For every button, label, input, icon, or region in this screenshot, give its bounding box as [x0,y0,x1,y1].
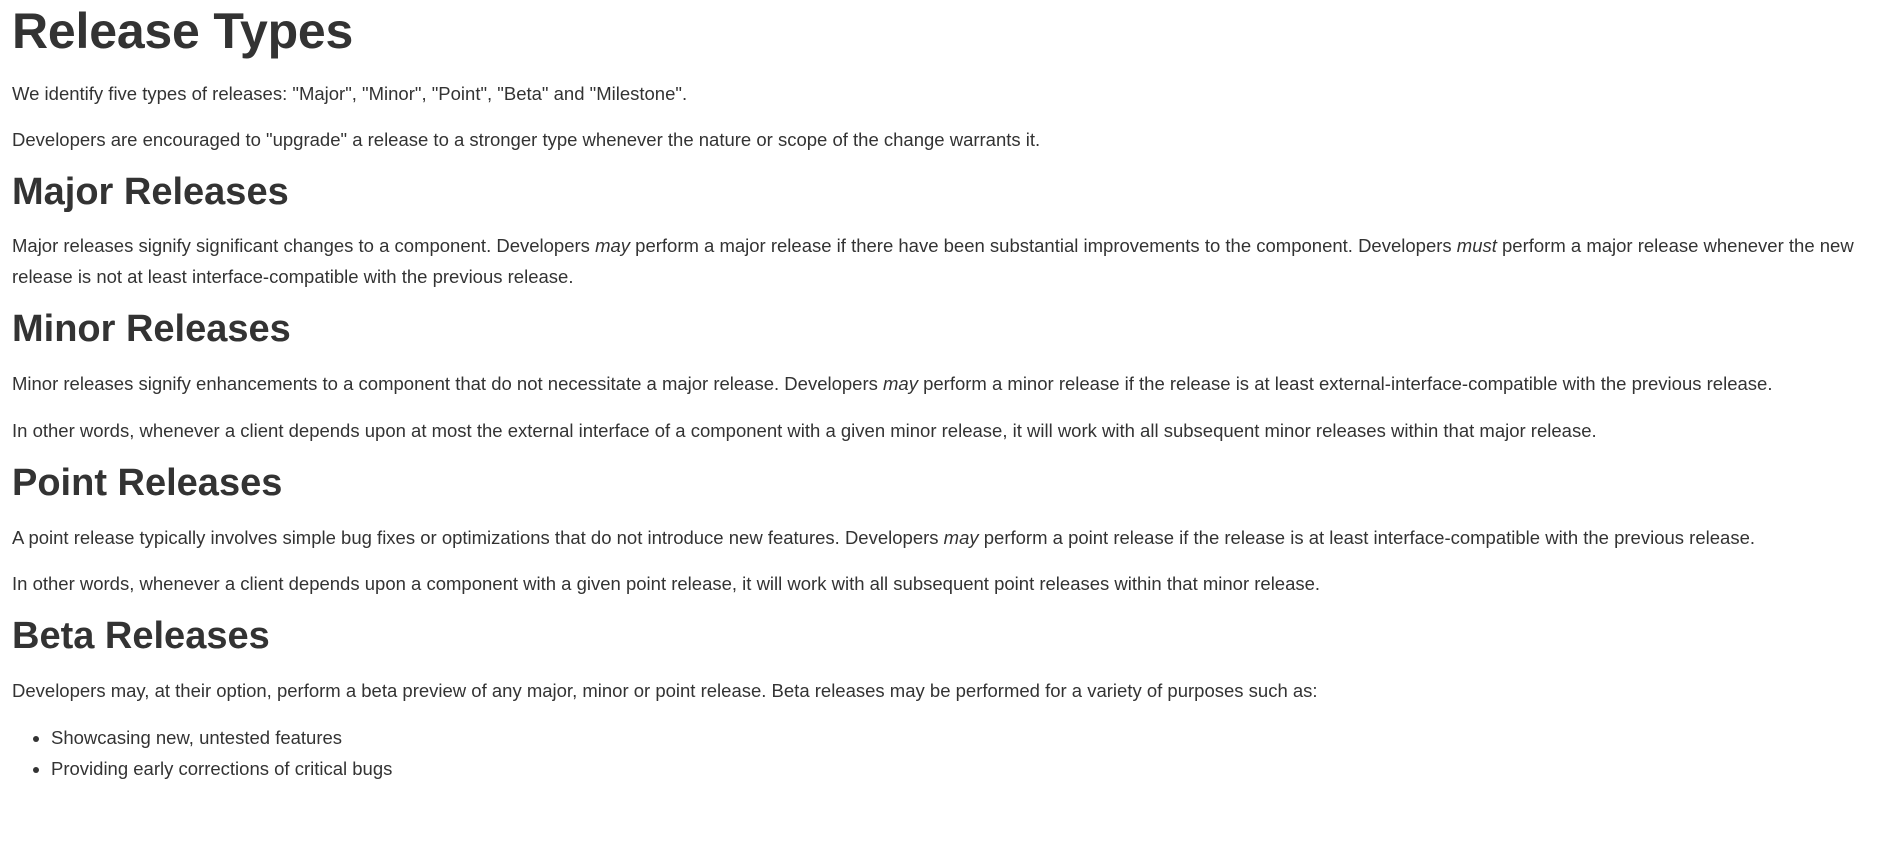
section-beta-releases [12,614,1865,784]
intro-paragraph-upgrade: Developers are encouraged to "upgrade" a release to a stronger type whenever the nature or scope of the change warrants it. [12,129,1041,150]
heading-minor-releases: Minor Releases [12,308,291,350]
text-run: perform a major release if there have been substantial improvements to the component. Developers [630,235,1457,256]
emphasis-may: may [883,373,918,394]
emphasis-may: may [943,527,979,548]
text-run: Major releases signify significant changes to a component. Developers [12,235,596,256]
major-releases-paragraph [12,230,1865,292]
heading-beta-releases: Beta Releases [12,615,270,657]
beta-purposes-list [12,722,1865,784]
list-item: • Showcasing new, untested features [51,722,1865,753]
text-run: Minor releases signify enhancements to a component that do not necessitate a major release. Developers [12,373,884,394]
heading-point-releases: Point Releases [12,462,283,504]
section-minor-releases [12,307,1865,446]
text-run: perform a minor release if the release is at least external-interface-compatible with the previous release. [917,373,1773,394]
point-releases-paragraph-2: In other words, whenever a client depends upon a component with a given point release, it will work with all subsequent point releases within that minor release. [12,573,1321,594]
beta-releases-paragraph: Developers may, at their option, perform a beta preview of any major, minor or point release. Beta releases may be performed for a variety of purposes such as: [12,680,1318,701]
intro-paragraph-types: We identify five types of releases: "Major", "Minor", "Point", "Beta" and "Milestone". [12,83,688,104]
minor-releases-paragraph [12,368,1865,399]
text-run: perform a major release whenever the new release is not at least interface-compatible with the previous release. [12,235,1854,287]
point-releases-paragraph [12,522,1865,553]
list-item: • Providing early corrections of critical bugs [51,753,1865,784]
section-point-releases [12,461,1865,599]
text-run: perform a point release if the release is at least interface-compatible with the previous release. [978,527,1755,548]
page-title: Release Types [12,3,354,59]
minor-releases-paragraph-2: In other words, whenever a client depends upon at most the external interface of a component with a given minor release, it will work with all subsequent minor releases within that major release. [12,420,1597,441]
text-run: A point release typically involves simple bug fixes or optimizations that do not introduce new features. Developers [12,527,944,548]
heading-major-releases: Major Releases [12,171,289,213]
emphasis-may: may [595,235,631,256]
section-major-releases [12,170,1865,292]
emphasis-must: must [1456,235,1497,256]
